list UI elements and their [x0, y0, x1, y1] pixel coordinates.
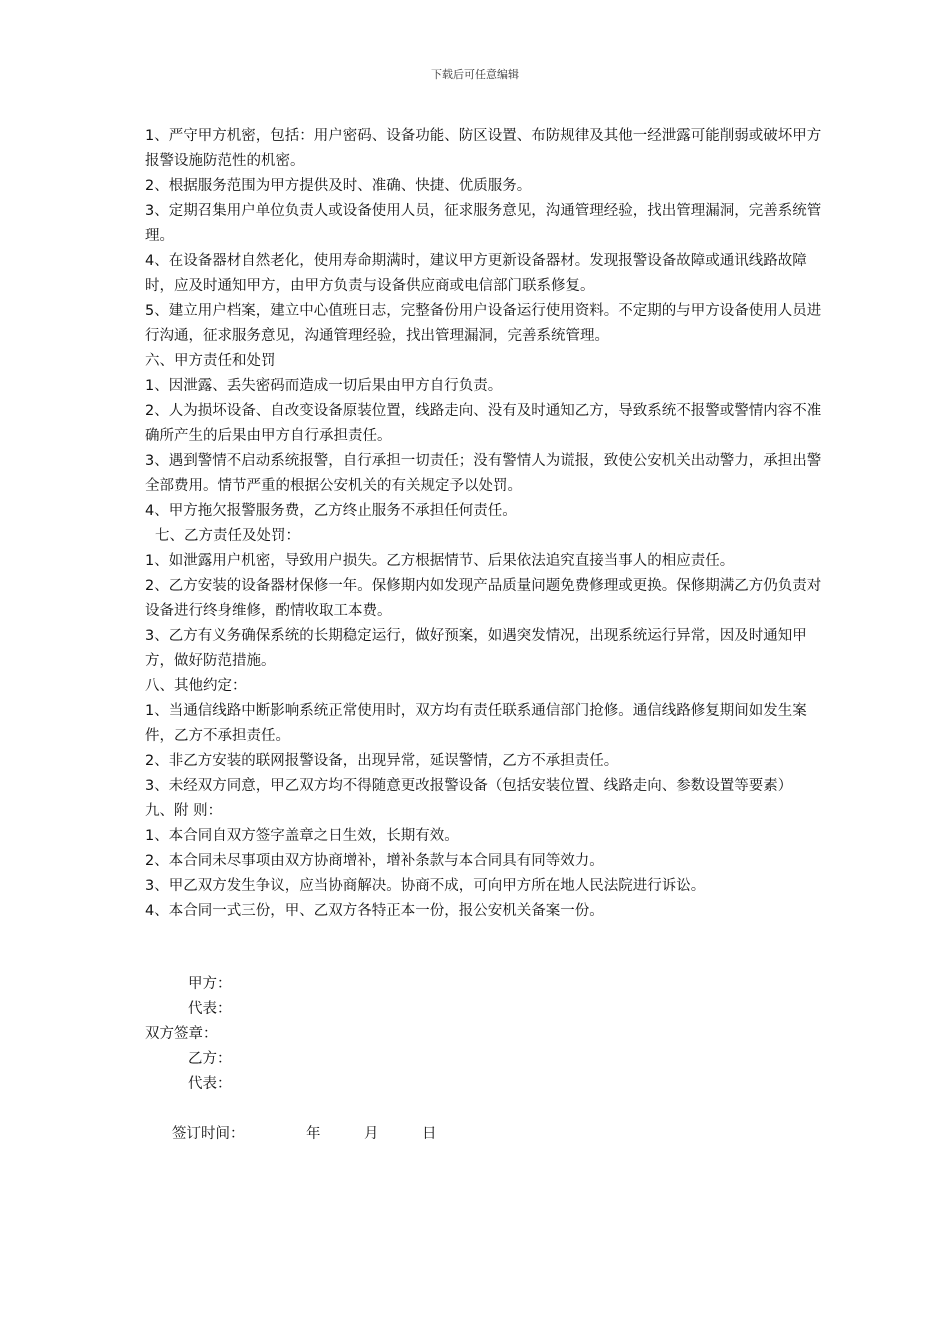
- section-heading-7: 七、乙方责任及处罚：: [155, 528, 300, 544]
- contract-body: [145, 124, 825, 924]
- clause-9-2: 2、本合同未尽事项由双方协商增补，增补条款与本合同具有同等效力。: [145, 853, 604, 869]
- clause-b-5: 5、建立用户档案，建立中心值班日志，完整备份用户设备运行使用资料。不定期的与甲方设备使用人员进行沟通，征求服务意见，沟通管理经验，找出管理漏洞，完善系统管理。: [145, 303, 822, 344]
- clause-b-3: 3、定期召集用户单位负责人或设备使用人员，征求服务意见，沟通管理经验，找出管理漏洞，完善系统管理。: [145, 203, 822, 244]
- party-a-rep-label: 代表：: [188, 1001, 232, 1017]
- party-a-label: 甲方：: [188, 976, 232, 992]
- signing-date-label: 签订时间：: [172, 1126, 245, 1142]
- clause-6-2: 2、人为损坏设备、自改变设备原装位置，线路走向、没有及时通知乙方，导致系统不报警或警情内容不准确所产生的后果由甲方自行承担责任。: [145, 403, 822, 444]
- date-year-label: 年: [306, 1126, 321, 1142]
- clause-b-1: 1、严守甲方机密，包括：用户密码、设备功能、防区设置、布防规律及其他一经泄露可能削弱或破坏甲方报警设施防范性的机密。: [145, 128, 822, 169]
- clause-8-2: 2、非乙方安装的联网报警设备，出现异常，延误警情，乙方不承担责任。: [145, 753, 619, 769]
- clause-b-2: 2、根据服务范围为甲方提供及时、准确、快捷、优质服务。: [145, 178, 532, 194]
- clause-6-3: 3、遇到警情不启动系统报警，自行承担一切责任；没有警情人为谎报，致使公安机关出动警力，承担出警全部费用。情节严重的根据公安机关的有关规定予以处罚。: [145, 453, 822, 494]
- section-heading-6: 六、甲方责任和处罚: [145, 353, 276, 369]
- clause-7-2: 2、乙方安装的设备器材保修一年。保修期内如发现产品质量问题免费修理或更换。保修期满乙方仍负责对设备进行终身维修，酌情收取工本费。: [145, 578, 822, 619]
- clause-9-4: 4、本合同一式三份，甲、乙双方各特正本一份，报公安机关备案一份。: [145, 903, 604, 919]
- party-b-rep-label: 代表：: [188, 1076, 232, 1092]
- party-b-label: 乙方：: [188, 1051, 232, 1067]
- date-month-label: 月: [364, 1126, 379, 1142]
- date-day-label: 日: [422, 1126, 437, 1142]
- signature-block: [145, 972, 232, 1097]
- clause-7-1: 1、如泄露用户机密，导致用户损失。乙方根据情节、后果依法追究直接当事人的相应责任。: [145, 553, 735, 569]
- both-sign-label: 双方签章：: [145, 1026, 218, 1042]
- clause-9-1: 1、本合同自双方签字盖章之日生效，长期有效。: [145, 828, 459, 844]
- page-header-note: 下载后可任意编辑: [431, 68, 519, 81]
- clause-6-4: 4、甲方拖欠报警服务费，乙方终止服务不承担任何责任。: [145, 503, 517, 519]
- clause-6-1: 1、因泄露、丢失密码而造成一切后果由甲方自行负责。: [145, 378, 503, 394]
- clause-8-3: 3、未经双方同意，甲乙双方均不得随意更改报警设备（包括安装位置、线路走向、参数设置等要素）: [145, 778, 793, 794]
- clause-7-3: 3、乙方有义务确保系统的长期稳定运行，做好预案，如遇突发情况，出现系统运行异常，因及时通知甲方，做好防范措施。: [145, 628, 807, 669]
- section-heading-9: 九、附 则：: [145, 803, 223, 819]
- clause-9-3: 3、甲乙双方发生争议，应当协商解决。协商不成，可向甲方所在地人民法院进行诉讼。: [145, 878, 706, 894]
- section-heading-8: 八、其他约定：: [145, 678, 247, 694]
- clause-8-1: 1、当通信线路中断影响系统正常使用时，双方均有责任联系通信部门抢修。通信线路修复期间如发生案件，乙方不承担责任。: [145, 703, 807, 744]
- signing-date-row: [172, 1122, 437, 1147]
- clause-b-4: 4、在设备器材自然老化，使用寿命期满时，建议甲方更新设备器材。发现报警设备故障或通讯线路故障时，应及时通知甲方，由甲方负责与设备供应商或电信部门联系修复。: [145, 253, 807, 294]
